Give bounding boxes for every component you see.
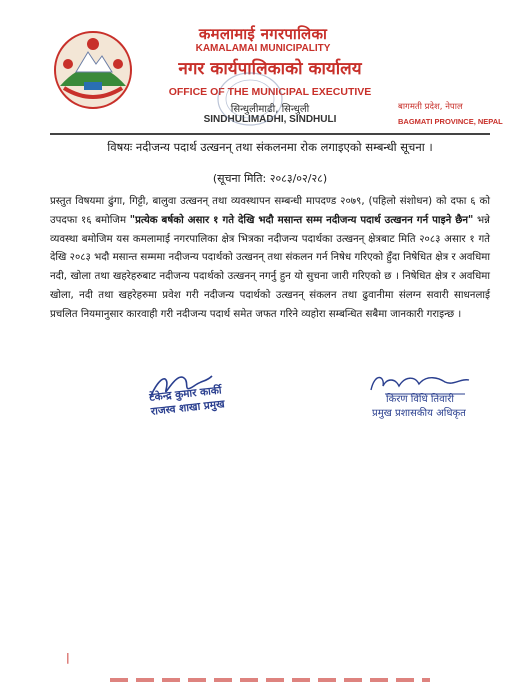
office-stamp-icon [215,70,285,128]
location-english: SINDHULIMADHI, SINDHULI [203,114,337,125]
notice-body [50,193,490,325]
body-restriction-clause: "प्रत्येक बर्षको असार १ गते देखि भदौ मसान्त सम्म नदीजन्य पदार्थ उत्खनन गर्न पाइने छैन" [129,214,474,226]
chief-officer-title: प्रमुख प्रशासकीय अधिकृत [372,408,466,419]
revenue-chief-title: राजस्व शाखा प्रमुख [150,398,226,418]
office-name-english: OFFICE OF THE MUNICIPAL EXECUTIVE [168,86,372,98]
municipality-name-english: KAMALAMAI MUNICIPALITY [195,43,331,54]
header-divider [50,133,490,135]
margin-mark: | [66,651,70,664]
footer-strip [110,678,430,682]
province-nepali: बागमती प्रदेश, नेपाल [398,102,463,112]
chief-officer-name: किरण विधि तिवारी [386,394,454,405]
body-intro: प्रस्तुत विषयमा ढुंगा, गिट्टी, बालुवा उत्खनन् तथा व्यवस्थापन सम्बन्धी मापदण्ड २०७९, (पहिलो संशोधन) को दफा ६ को उपदफा १६ बमोजिम [50,196,490,226]
location-nepali: सिन्धुलीमाढी, सिन्धुली [230,104,310,115]
notice-date: (सूचना मिति: २०८३/०२/२८) [212,172,328,185]
body-rest: भन्ने व्यवस्था बमोजिम यस कमलामाई नगरपालिका क्षेत्र भित्रका नदीजन्य पदार्थका उत्खनन् क्षेत्रबाट मिति २०८३ असार १ गते देखि २०८३ भदौ मसान्त सम्ममा नदीजन्य पदार्थको उत्खनन् तथा संकलन गर्न निषेध गरिएको हुँदा निषेधित क्षेत्र र अवधिमा नदी, खोला तथा खहरेहरुबाट नदीजन्य पदार्थको उत्खनन् नगर्नु हुन यो सुचना जारी गरिएको छ । निषेधित क्षेत्र र अवधिमा खोला, नदी तथा खहरेहरुमा प्रवेश गरी नदीजन्य पदार्थको उत्खनन् संकलन तथा ढुवानीमा संलग्न सवारी साधनलाई प्रचलित नियमानुसार कारवाही गरी नदीजन्य पदार्थ समेत जफत गरिने व्यहोरा सम्बन्धित सबैमा जानकारी गराइन्छ । [50,214,490,320]
notice-subject: विषयः नदीजन्य पदार्थ उत्खनन् तथा संकलनमा रोक लगाइएको सम्बन्धी सूचना । [107,140,433,154]
revenue-chief-name: टेकेन्द्र कुमार कार्की [148,384,223,404]
province-english: BAGMATI PROVINCE, NEPAL [398,117,503,126]
office-name-nepali: नगर कार्यपालिकाको कार्यालय [178,59,362,79]
municipality-name-nepali: कमलामाई नगरपालिका [198,25,328,43]
